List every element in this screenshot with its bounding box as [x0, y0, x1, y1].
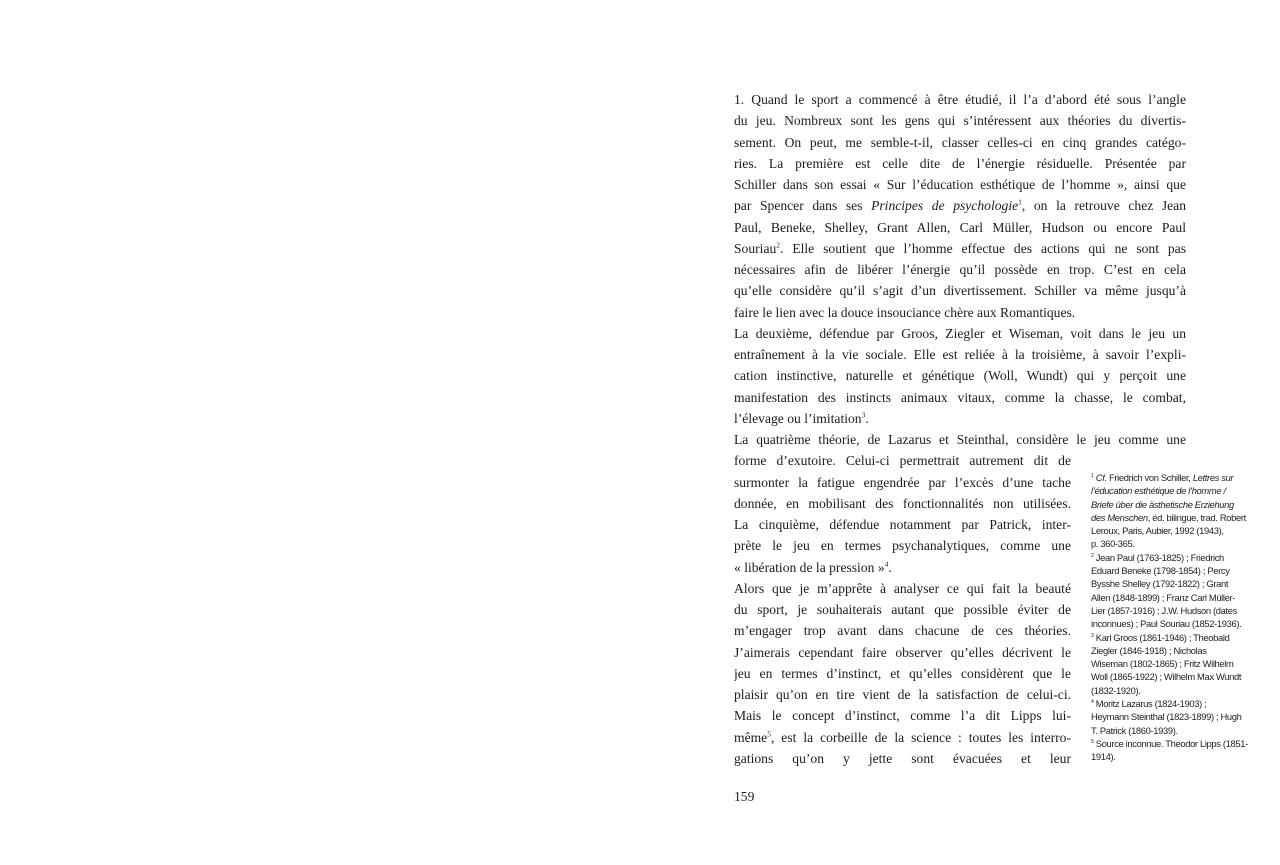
footnote-line: 1914). [1091, 751, 1116, 763]
body-line: 1. Quand le sport a commencé à être étudié, il l’a d’abord été sous l’angle [734, 92, 1186, 107]
footnote-line: Bysshe Shelley (1792-1822) ; Grant [1091, 578, 1229, 590]
footnote-line: l’éducation esthétique de l’homme / [1091, 485, 1226, 497]
body-line: jeu en termes d’instinct, et qu’elles considèrent que le [734, 665, 1071, 681]
right-page [640, 0, 1280, 865]
body-line: La quatrième théorie, de Lazarus et Steinthal, considère le jeu comme une [734, 432, 1186, 447]
footnote-line: Lier (1857-1916) ; J.W. Hudson (dates [1091, 604, 1237, 616]
footnote-line: $^3$ Karl Groos (1861-1946) ; Theobald [1091, 631, 1230, 643]
footnote-line: inconnues) ; Paul Souriau (1852-1936). [1091, 618, 1242, 630]
body-line: faire le lien avec la douce insouciance chère aux Romantiques. [734, 304, 1076, 320]
body-line: Mais le concept d’instinct, comme l’a dit Lipps lui- [734, 708, 1071, 724]
body-line: entraînement à la vie sociale. Elle est reliée à la troisième, à savoir l’expli- [734, 347, 1186, 362]
footnote-line: $^1$ Cf. Friedrich von Schiller, Lettres sur [1091, 472, 1234, 483]
footnote-line: Briefe über die ästhetische Erziehung [1091, 498, 1234, 510]
footnote-line: Heymann Steinthal (1823-1899) ; Hugh [1091, 711, 1242, 723]
body-line: plaisir qu’on en tire vient de la satisfaction de celui-ci. [734, 687, 1071, 702]
footnote-line: T. Patrick (1860-1939). [1091, 724, 1178, 736]
footnote-line: $^2$ Jean Paul (1763-1825) ; Friedrich [1091, 551, 1224, 563]
body-line: du sport, je souhaiterais autant que possible éviter de [734, 602, 1071, 617]
body-line: manifestation des instincts animaux vitaux, comme la chasse, le combat, [734, 389, 1186, 405]
footnote-line: Eduard Beneke (1798-1854) ; Percy [1091, 565, 1230, 577]
body-line: l’élevage ou l’imitation$^3$. [734, 410, 869, 426]
footnote-line: des Menschen, éd. bilingue, trad. Robert [1091, 511, 1246, 523]
body-line: prète le jeu en termes psychanalytiques, comme une [734, 538, 1071, 554]
body-line: Schiller dans son essai « Sur l’éducation esthétique de l’homme », ainsi que [734, 177, 1186, 192]
page-number: 159 [734, 789, 755, 804]
body-line: Alors que je m’apprête à analyser ce qui fait la beauté [734, 580, 1071, 596]
footnote-line: Ziegler (1846-1918) ; Nicholas [1091, 644, 1207, 656]
body-line: « libération de la pression »$^4$. [734, 558, 892, 575]
body-line: forme d’exutoire. Celui-ci permettrait autrement dit de [734, 453, 1071, 469]
body-line: surmonter la fatigue engendrée par l’excès d’une tache [734, 474, 1071, 490]
body-line: du jeu. Nombreux sont les gens qui s’intéressent aux théories du divertis- [734, 113, 1186, 129]
body-line: sement. On peut, me semble-t-il, classer celles-ci en cinq grandes catégo- [734, 134, 1186, 150]
footnote-line: Woll (1865-1922) ; Wilhelm Max Wundt [1091, 671, 1242, 683]
footnote-line: Wiseman (1802-1865) ; Fritz Wilhelm [1091, 658, 1234, 670]
body-line: cation instinctive, naturelle et génétique (Woll, Wundt) qui y perçoit une [734, 368, 1186, 384]
body-line: par Spencer dans ses Principes de psychologie$^1$, on la retrouve chez Jean [734, 197, 1186, 214]
body-line: La cinquième, défendue notamment par Patrick, inter- [734, 517, 1071, 532]
body-line: J’aimerais cependant faire observer qu’elles décrivent le [734, 644, 1071, 660]
body-line: ries. La première est celle dite de l’énergie résiduelle. Présentée par [734, 155, 1186, 171]
footnote-line: $^4$ Moritz Lazarus (1824-1903) ; [1091, 698, 1207, 710]
footnote-line: Allen (1848-1899) ; Franz Carl Müller- [1091, 591, 1236, 603]
footnote-line: (1832-1920). [1091, 684, 1141, 696]
body-line: Souriau$^2$. Elle soutient que l’homme effectue des actions qui ne sont pas [734, 240, 1186, 256]
body-line: donnée, en mobilisant des fonctionnalités non utilisées. [734, 495, 1071, 511]
footnote-line: Leroux, Paris, Aubier, 1992 (1943), [1091, 525, 1224, 537]
body-line: même$^5$, est la corbeille de la science : toutes les interro- [734, 728, 1071, 745]
footnote-line: $^5$ Source inconnue. Theodor Lipps (1851- [1091, 737, 1248, 749]
body-line: gations qu’on y jette sont évacuées et leur [734, 750, 1071, 766]
body-line: Paul, Beneke, Shelley, Grant Allen, Carl Müller, Hudson ou encore Paul [734, 219, 1186, 235]
body-line: nécessaires afin de libérer l’énergie qu’il possède en trop. C’est en cela [734, 262, 1186, 277]
footnotes [1091, 471, 1246, 764]
body-line: qu’elle considère qu’il s’agit d’un divertissement. Schiller va même jusqu’à [734, 283, 1186, 299]
body-line: m’engager trop avant dans chacune de ces théories. [734, 623, 1071, 639]
footnote-line: p. 360-365. [1091, 538, 1135, 550]
body-line: La deuxième, défendue par Groos, Ziegler et Wiseman, voit dans le jeu un [734, 325, 1186, 341]
